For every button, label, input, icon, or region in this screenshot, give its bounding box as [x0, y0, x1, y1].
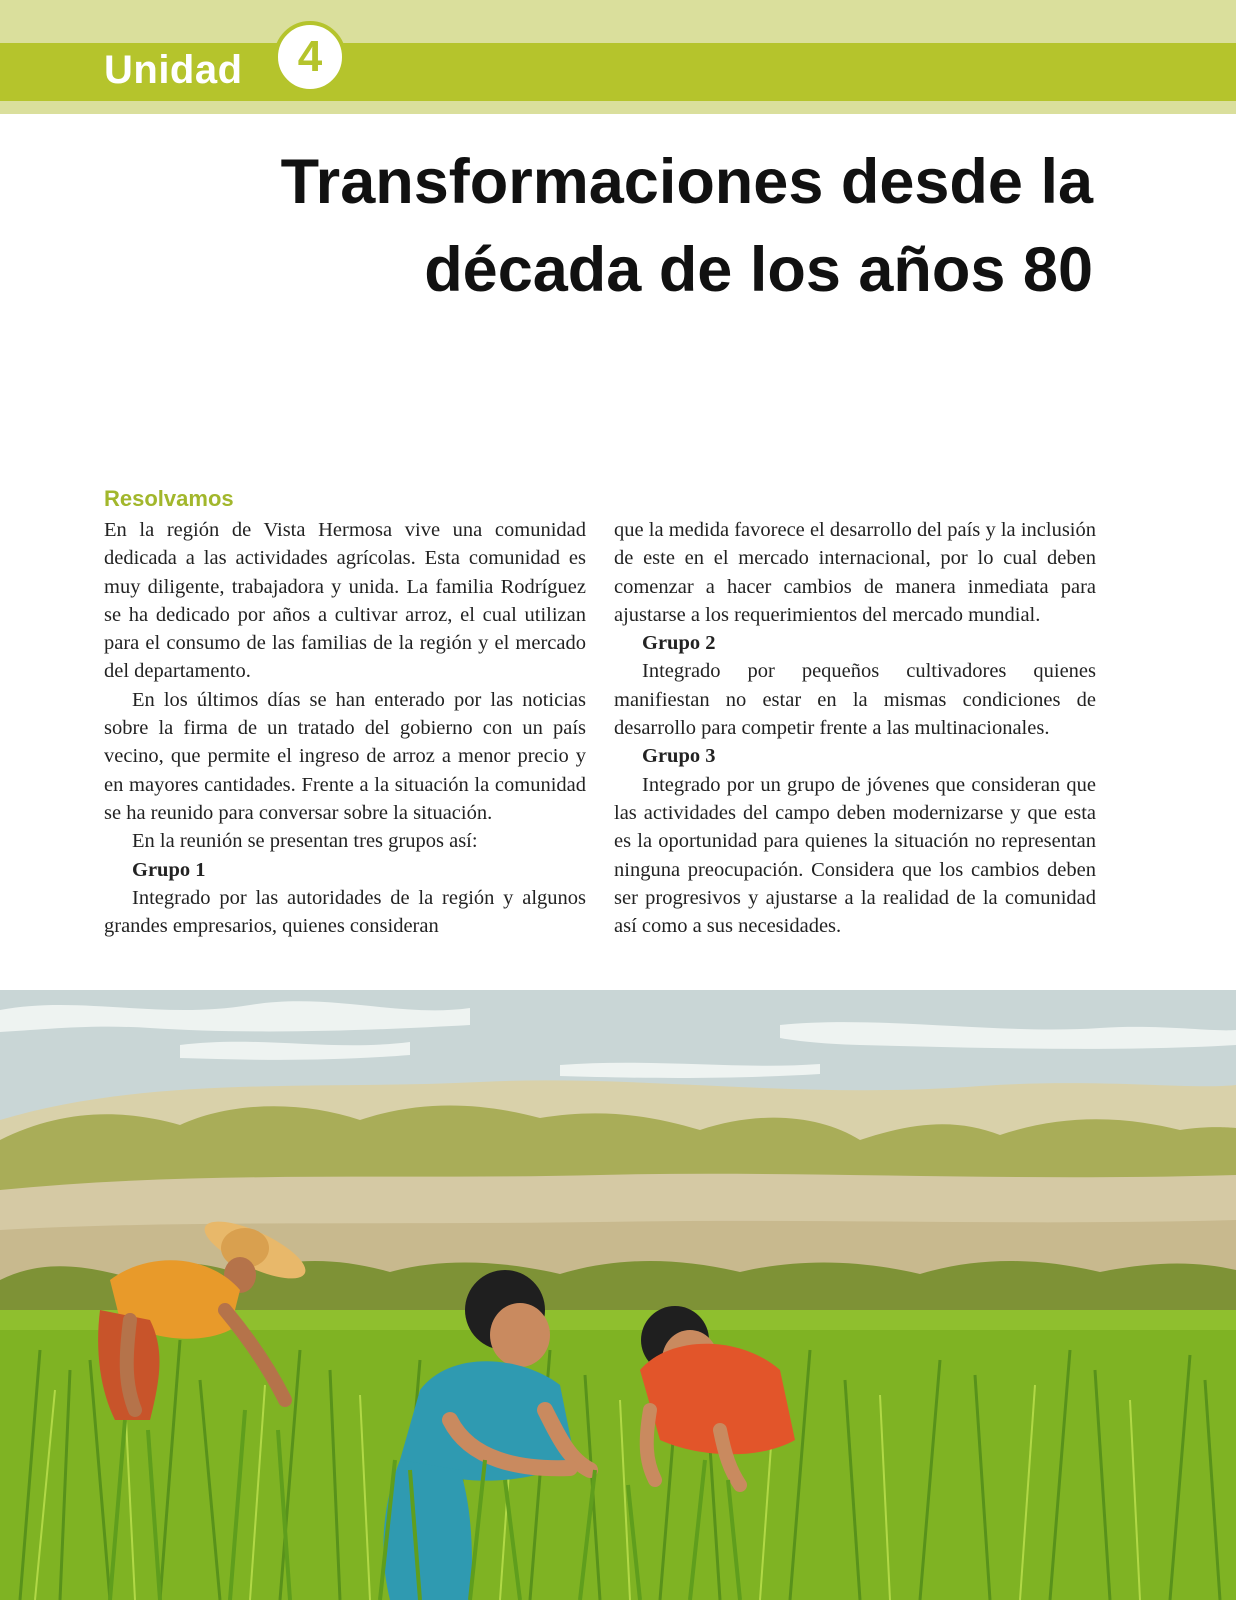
group-1-title: Grupo 1	[132, 858, 206, 881]
unit-label: Unidad	[104, 48, 243, 92]
paragraph-meeting: En la reunión se presentan tres grupos así:	[132, 830, 478, 853]
page-title	[193, 138, 1093, 314]
page-title-line-2: década de los años 80	[424, 235, 1093, 305]
paragraph-news: En los últimos días se han enterado por las noticias sobre la firma de un tratado del gobierno con un país vecino, que permite el ingreso de arroz a menor precio y en mayores cantidades. Frente a la situación la comunidad se ha reunido para conversar sobre la situación.	[104, 688, 586, 824]
group-2-title: Grupo 2	[642, 632, 716, 655]
group-2-text: Integrado por pequeños cultivadores quienes manifiestan no estar en la mismas condiciones de desarrollo para competir frente a las multinacionales.	[614, 660, 1096, 740]
unit-banner-underline	[0, 101, 1236, 114]
group-1-text-start: Integrado por las autoridades de la región y algunos grandes empresarios, quienes consideran	[104, 886, 586, 938]
top-decorative-strip	[0, 0, 1236, 43]
rice-field-illustration	[0, 990, 1236, 1600]
group-1-text-end: que la medida favorece el desarrollo del país y la inclusión de este en el mercado internacional, por lo cual deben comenzar a hacer cambios de manera inmediata para ajustarse a los requerimientos del mercado mundial.	[614, 519, 1096, 626]
group-3-text: Integrado por un grupo de jóvenes que consideran que las actividades del campo deben modernizarse y que esta es la oportunidad para quienes la situación no representan ninguna preocupación. Considera que los cambios deben ser progresivos y ajustarse a la realidad de la comunidad así como a sus necesidades.	[614, 773, 1096, 938]
page-title-line-1: Transformaciones desde la	[280, 147, 1093, 217]
paragraph-intro: En la región de Vista Hermosa vive una comunidad dedicada a las actividades agrícolas. Esta comunidad es muy diligente, trabajadora y unida. La familia Rodríguez se ha dedicado por años a cultivar arroz, el cual utilizan para el consumo de las familias de la región y el mercado del departamento.	[104, 519, 586, 683]
unit-number-badge: 4	[274, 21, 346, 93]
text-column-right	[614, 516, 1096, 940]
group-3-title: Grupo 3	[642, 745, 716, 768]
text-column-left	[104, 516, 586, 940]
section-heading: Resolvamos	[104, 486, 234, 511]
